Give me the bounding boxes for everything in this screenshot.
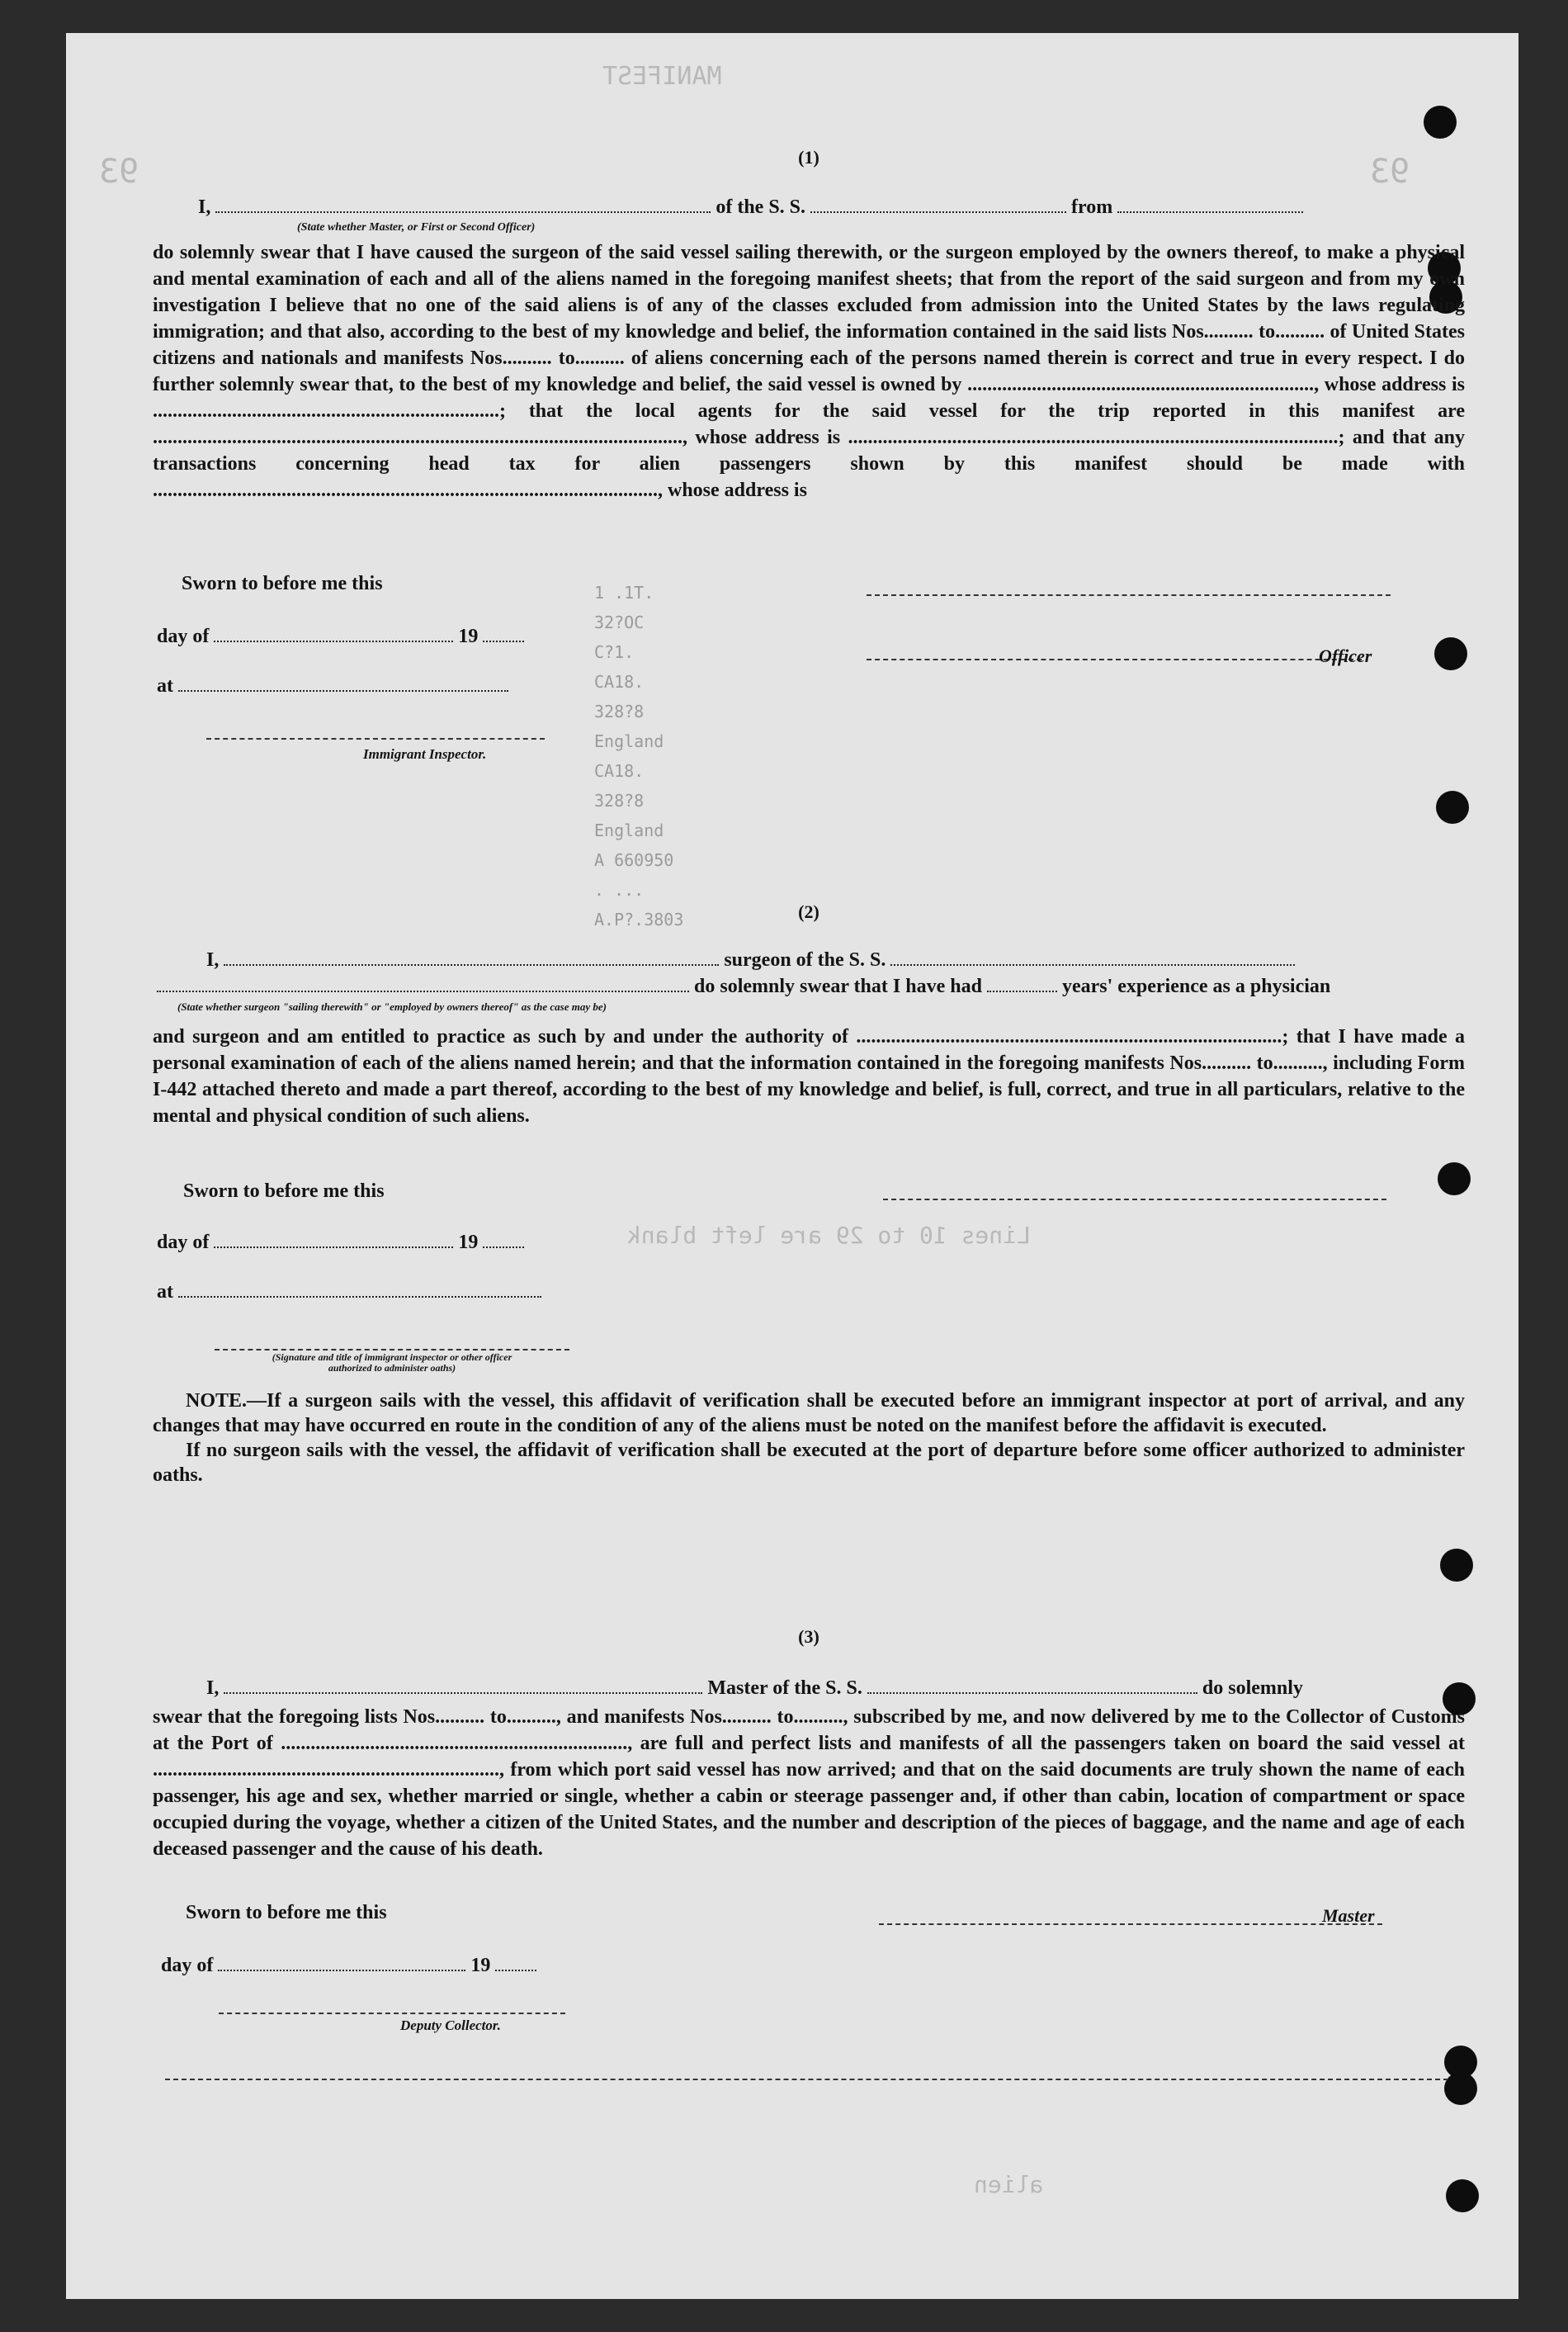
binder-hole — [1440, 1549, 1473, 1582]
binder-hole — [1436, 791, 1469, 824]
section-number: (2) — [798, 901, 819, 922]
from-port-field[interactable] — [1117, 195, 1303, 213]
years-label: years' experience as a physician — [1061, 976, 1331, 997]
surgeon-name-field[interactable] — [224, 948, 719, 966]
inspector-signature-line[interactable] — [215, 1349, 569, 1350]
bleed-through-mark: alien — [974, 2171, 1044, 2198]
day-of-label: day of — [157, 1232, 210, 1253]
day-of-line — [157, 624, 524, 648]
year-field[interactable] — [483, 1230, 524, 1248]
day-of-label: day of — [157, 626, 210, 647]
at-field[interactable] — [178, 1280, 541, 1298]
section2-intro-line — [206, 948, 1295, 972]
surgeon-caption: (State whether surgeon "sailing therewith" or "employed by owners thereof" as the case may be) — [177, 1000, 607, 1013]
ship-name-field[interactable] — [810, 195, 1066, 213]
rank-caption: (State whether Master, or First or Second Officer) — [297, 221, 536, 234]
section1-body — [153, 239, 1465, 504]
officer-label: Officer — [1319, 646, 1372, 666]
day-field[interactable] — [214, 1230, 453, 1248]
label-from: from — [1071, 196, 1113, 218]
binder-hole — [1434, 637, 1467, 670]
bleed-through-mark: 93 — [1370, 153, 1410, 191]
binder-hole — [1446, 2179, 1479, 2212]
swear-label: do solemnly swear that I have had — [694, 976, 982, 997]
collector-label: Deputy Collector. — [400, 2017, 501, 2033]
signature-caption: (Signature and title of immigrant inspector or other officer authorized to administer oaths) — [272, 1351, 512, 1374]
label-do-solemnly: do solemnly — [1202, 1677, 1303, 1699]
binder-hole — [1438, 1162, 1471, 1195]
inspector-signature-line[interactable] — [206, 738, 545, 740]
officer-signature-line[interactable] — [867, 594, 1391, 596]
section1-intro-line — [198, 195, 1303, 219]
day-of-line — [157, 1230, 524, 1254]
bleed-through-mark: MANIFEST — [602, 62, 722, 91]
sworn-line — [186, 1902, 387, 1924]
sworn-label: Sworn to before me this — [186, 1902, 387, 1923]
affidavit-text: and surgeon and am entitled to practice as such by and under the authority of ......................................................................................; that I have made a personal examination of each of the aliens named herein; and that the information contained in the foregoing manifests Nos.......... to.........., including Form I-442 attached thereto and made a part thereof, according to the best of my knowledge and belief, is full, correct, and true in all particulars, relative to the mental and physical condition of such aliens. — [153, 1026, 1465, 1127]
at-label: at — [157, 675, 173, 697]
day-of-label: day of — [161, 1955, 214, 1976]
year-field[interactable] — [483, 624, 524, 642]
at-label: at — [157, 1281, 173, 1303]
year-label: 19 — [458, 1232, 479, 1253]
section-number: (3) — [798, 1626, 819, 1647]
affidavit-master — [153, 147, 1465, 175]
years-field[interactable] — [987, 974, 1057, 992]
bleed-through-mark: Lines 10 to 29 are left blank — [627, 1222, 1031, 1249]
affidavit-surgeon — [153, 901, 1465, 929]
surgeon-signature-line[interactable] — [883, 1199, 1386, 1200]
affidavit-text: do solemnly swear that I have caused the surgeon of the said vessel sailing therewith, or the surgeon employed by the owners thereof, to make a physical and mental examination of each and all of the aliens named in the foregoing manifest sheets; that from the report of the said surgeon and from my own investigation I believe that no one of the said aliens is of any of the classes excluded from admission into the United States by the laws regulating immigration; and that also, according to the best of my knowledge and belief, the information contained in the said lists Nos.......... to.......... of United States citizens and nationals and manifests Nos.......... to.......... of aliens concerning each of the persons named therein is correct and true in every respect. I do further solemnly swear that, to the best of my knowledge and belief, the said vessel is owned by ......................................................................, whose address is ......................................................................; that the local agents for the said vessel for the trip reported in this manifest are ..........................................................................................................., whose address is ...................................................................................................; and that any transactions concerning head tax for alien passengers shown by this manifest should be made with ......................................................................................................, whose address is — [153, 242, 1465, 501]
year-field[interactable] — [495, 1953, 536, 1971]
section2-years-line — [157, 974, 1330, 998]
ship-name-field[interactable] — [890, 948, 1295, 966]
bottom-rule — [165, 2079, 1448, 2080]
master-name-field[interactable] — [224, 1676, 702, 1694]
label-master-ss: Master of the S. S. — [707, 1677, 862, 1699]
note-paragraph-2: If no surgeon sails with the vessel, the affidavit of verification shall be executed at the port of departure before some officer authorized to administer oaths. — [153, 1440, 1465, 1486]
label-i: I, — [206, 1677, 220, 1699]
sailing-status-field[interactable] — [157, 974, 689, 992]
sworn-line — [182, 573, 383, 595]
section2-body — [153, 1024, 1465, 1129]
affidavit-collector — [153, 1626, 1465, 1654]
label-i: I, — [206, 949, 220, 971]
master-label: Master — [1322, 1905, 1375, 1926]
sworn-label: Sworn to before me this — [182, 573, 383, 594]
label-of-ss: of the S. S. — [716, 196, 806, 218]
inspector-label: Immigrant Inspector. — [363, 746, 487, 762]
note-block — [153, 1388, 1465, 1488]
sworn-label: Sworn to before me this — [183, 1180, 385, 1202]
master-signature-line[interactable] — [879, 1923, 1382, 1925]
at-field[interactable] — [178, 674, 508, 692]
binder-hole — [1444, 2072, 1477, 2105]
section-number: (1) — [798, 147, 819, 168]
affidavit-text: swear that the foregoing lists Nos.......... to.........., and manifests Nos.......... to.........., subscribed by me, and now delivered by me to the Collector of Customs at the Port of ......................................................................, are full and perfect lists and manifests of all the passengers taken on board the said vessel at ......................................................................, from which port said vessel has now arrived; and that on the said documents are truly shown the name of each passenger, his age and sex, whether married or single, whether a cabin or steerage passenger and, if other than cabin, location of compartment or space occupied during the voyage, whether a citizen of the United States, and the number and description of the pieces of baggage, and the name and age of each deceased passenger and the cause of his death. — [153, 1706, 1465, 1860]
day-of-line — [161, 1953, 536, 1977]
rank-field[interactable] — [215, 195, 711, 213]
at-line — [157, 1280, 541, 1303]
officer-line[interactable] — [867, 659, 1362, 660]
sworn-line — [183, 1180, 385, 1203]
label-i: I, — [198, 196, 211, 218]
day-field[interactable] — [214, 624, 453, 642]
section3-body — [153, 1704, 1465, 1862]
form-sheet — [66, 33, 1518, 2299]
bleed-through-mark: 93 — [99, 153, 139, 191]
note-paragraph-1: NOTE.—If a surgeon sails with the vessel, this affidavit of verification shall be executed before an immigrant inspector at port of arrival, and any changes that may have occurred en route in the condition of any of the aliens must be noted on the manifest before the affidavit is executed. — [153, 1390, 1465, 1436]
bleed-through-column: 1 .1T. 32?OC C?1. CA18. 328?8 England CA18. 328?8 England A 660950 . ... A.P?.3803 — [594, 583, 684, 929]
binder-hole — [1424, 106, 1457, 139]
year-label: 19 — [470, 1955, 491, 1976]
label-surgeon-ss: surgeon of the S. S. — [724, 949, 886, 971]
at-line — [157, 674, 508, 698]
collector-signature-line[interactable] — [219, 2013, 565, 2014]
year-label: 19 — [458, 626, 479, 647]
section3-intro-line — [206, 1676, 1303, 1700]
day-field[interactable] — [218, 1953, 465, 1971]
ship-name-field[interactable] — [867, 1676, 1197, 1694]
